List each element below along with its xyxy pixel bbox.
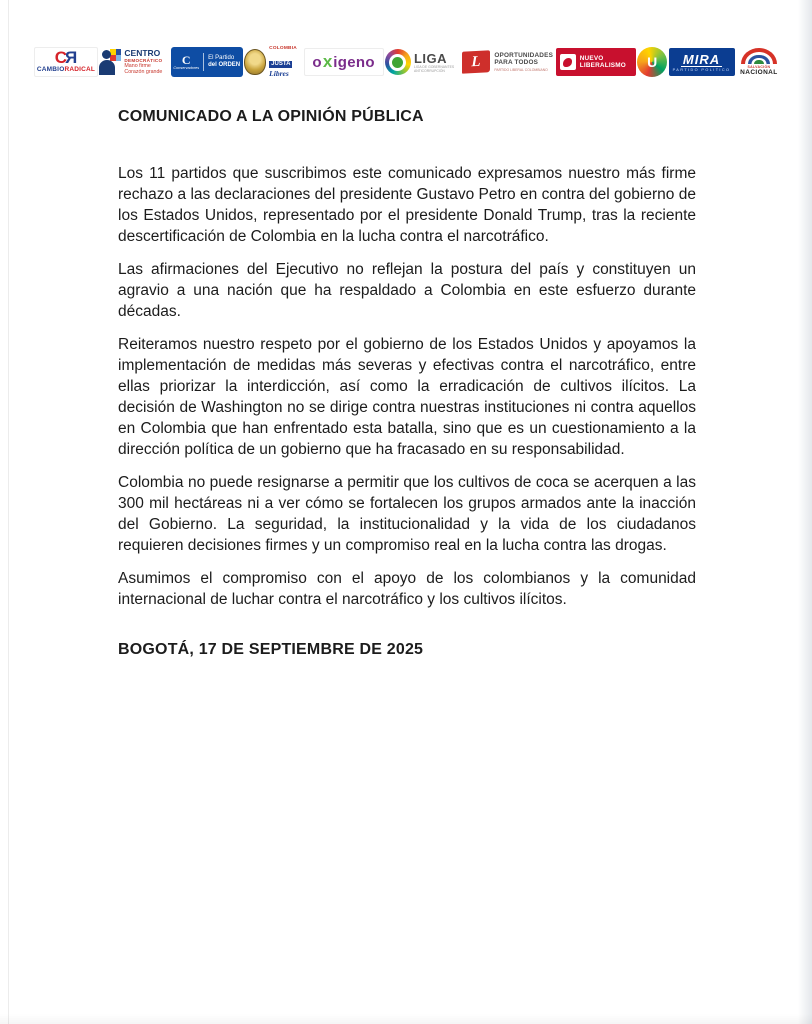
logo-liga: LIGA LIGA DE GOBERNANTES ANTICORRUPCIÓN — [385, 49, 461, 75]
logo-nuevo-liberalismo: NUEVO LIBERALISMO — [556, 48, 636, 76]
logo-oxigeno: o x igeno — [304, 48, 384, 76]
paragraph-4: Colombia no puede resignarse a permitir que los cultivos de coca se acerquen a las 300 mil hectáreas ni a ver cómo se fortalecen los grupos armados ante la inacción del Gobierno. La seguridad, la institucionalidad y la vida de los ciudadanos requieren decisiones firmes y un compromiso real en la lucha contra las drogas. — [118, 474, 696, 554]
centro-democratico-silhouette-icon — [99, 47, 121, 77]
liga-rainbow-ring-icon — [385, 49, 411, 75]
rainbow-arcs-icon — [741, 48, 777, 64]
paragraph-3: Reiteramos nuestro respeto por el gobierno de los Estados Unidos y apoyamos la implementación de medidas más severas y efectivas contra el narcotráfico, entre ellas priorizar la interdicción, así como la erradicación de cultivos ilícitos. La decisión de Washington no se dirige contra nuestras instituciones ni contra aquellos en Colombia que han enfrentado esta batalla, sino que es un cuestionamiento a la dirección política de un gobierno que ha fracasado en su responsabilidad. — [118, 336, 696, 458]
divider — [203, 53, 204, 71]
logo-partido-de-la-u: U — [637, 47, 667, 77]
logo-partido-conservador: C Conservadores El Partido del ORDEN — [171, 47, 243, 77]
red-flag-l-icon: L — [462, 50, 490, 73]
date-line: BOGOTÁ, 17 DE SEPTIEMBRE DE 2025 — [118, 641, 424, 658]
lion-crest-icon — [244, 49, 266, 75]
paragraph-1: Los 11 partidos que suscribimos este comunicado expresamos nuestro más firme rechazo a las declaraciones del presidente Gustavo Petro en contra del gobierno de los Estados Unidos, representado por el presidente Donald Trump, tras la reciente descertificación de Colombia en la lucha contra el narcotráfico. — [118, 165, 696, 245]
cambio-radical-monogram: CR — [54, 48, 78, 67]
nuevo-liberalismo-emblem-icon — [560, 54, 576, 70]
page-edge-right — [798, 0, 812, 1024]
logo-colombia-justa-libres: COLOMBIA JUSTA Libres — [244, 46, 302, 78]
page-edge-bottom — [0, 1014, 812, 1024]
logo-salvacion-nacional: SALVACIÓN NACIONAL — [736, 48, 782, 76]
logo-centro-democratico: CENTRO DEMOCRÁTICO Mano firme Corazón grande — [99, 47, 169, 77]
page-title: COMUNICADO A LA OPINIÓN PÚBLICA — [118, 108, 424, 125]
logo-mira: MIRA PARTIDO POLITICO — [669, 48, 735, 76]
page-edge-left — [8, 0, 9, 1024]
paragraph-5: Asumimos el compromiso con el apoyo de los colombianos y la comunidad internacional de luchar contra el narcotráfico y los cultivos ilícitos. — [118, 570, 696, 608]
green-x-person-icon: x — [322, 52, 333, 71]
cambio-radical-wordmark: CAMBIORADICAL — [36, 66, 96, 73]
logo-cambio-radical — [34, 47, 98, 77]
paragraph-2: Las afirmaciones del Ejecutivo no reflejan la postura del país y constituyen un agravio a una nación que ha respaldado a Colombia en este esfuerzo durante décadas. — [118, 261, 696, 320]
logo-partido-liberal: L OPORTUNIDADES PARA TODOS PARTIDO LIBERAL COLOMBIANO — [462, 51, 554, 73]
communique-body — [118, 106, 696, 660]
party-logo-strip — [34, 40, 782, 84]
